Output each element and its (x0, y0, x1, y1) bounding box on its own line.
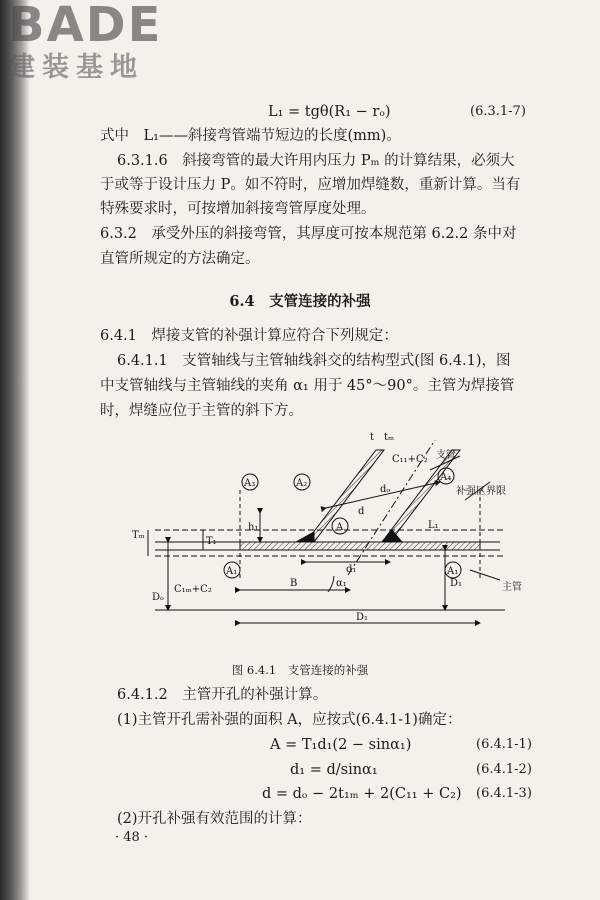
label-A1-left: A₁ (226, 566, 238, 577)
label-A2: A₂ (296, 478, 308, 489)
watermark-subtitle: 建装基地 (8, 52, 144, 83)
page-number: · 48 · (115, 830, 149, 845)
weld-right (382, 530, 402, 542)
label-c: C₁₁+C₂ (392, 454, 428, 465)
figure-caption: 图 6.4.1 支管连接的补强 (231, 663, 369, 677)
main-pipe-wall (240, 542, 480, 550)
label-boundary: 补强区界限 (456, 486, 506, 497)
watermark-brand: BADE (8, 0, 163, 53)
figure-branch-reinforcement (130, 430, 530, 655)
text-line: (2)开孔补强有效范围的计算： (117, 811, 312, 827)
text-line: 式中 L₁——斜接弯管端节短边的长度(mm)。 (100, 128, 401, 144)
label-t: t (370, 432, 375, 443)
label-A1-right: A₁ (447, 566, 459, 577)
label-L1: L₁ (428, 520, 439, 531)
label-A: A (336, 522, 344, 533)
label-tb: tₘ (384, 432, 395, 443)
text-line: 于或等于设计压力 P。如不符时，应增加焊缝数，重新计算。当有 (100, 177, 521, 193)
equation-number: (6.4.1-1) (476, 737, 532, 752)
equation-number: (6.4.1-2) (476, 762, 532, 777)
label-B: B (290, 578, 298, 589)
label-do: dₒ (380, 484, 391, 495)
text-line: 直管所规定的方法确定。 (100, 251, 260, 267)
text-line: 6.4.1.2 主管开孔的补强计算。 (117, 687, 328, 703)
label-Tb: Tₘ (132, 530, 145, 541)
equation-lf: L₁ = tgθ(R₁ − rₒ) (268, 104, 391, 120)
text-line: 中支管轴线与主管轴线的夹角 α₁ 用于 45°～90°。主管为焊接管 (100, 378, 515, 394)
equation-3: d = dₒ − 2t₁ₘ + 2(C₁₁ + C₂) (262, 786, 462, 802)
section-heading: 6.4 支管连接的补强 (229, 293, 371, 310)
text-line: 6.3.2 承受外压的斜接弯管，其厚度可按本规范第 6.2.2 条中对 (100, 226, 517, 242)
label-branch: 支管 (436, 450, 456, 461)
label-alpha: α₁ (336, 578, 347, 589)
equation-2: d₁ = d/sinα₁ (290, 762, 378, 778)
equation-1: A = T₁d₁(2 − sinα₁) (270, 737, 412, 753)
label-d1: d₁ (346, 564, 357, 575)
weld-left (296, 532, 314, 542)
equation-number: (6.3.1-7) (470, 104, 526, 119)
label-d: d (358, 506, 365, 517)
label-A3: A₃ (244, 478, 256, 489)
label-A4: A₄ (440, 472, 452, 483)
label-T1: T₁ (206, 536, 217, 547)
book-spine-shadow (0, 0, 30, 900)
text-line: 6.4.1.1 支管轴线与主管轴线斜交的结构型式(图 6.4.1)，图 (117, 353, 511, 369)
text-line: 6.3.1.6 斜接弯管的最大许用内压力 Pₘ 的计算结果，必须大 (117, 153, 515, 169)
equation-number: (6.4.1-3) (476, 786, 532, 801)
label-C: C₁ₘ+C₂ (174, 584, 212, 595)
label-main: 主管 (502, 582, 522, 593)
label-Dr: D₁ (356, 612, 369, 623)
watermark-logo (8, 0, 178, 90)
label-h1: h₁ (248, 522, 259, 533)
label-Do: Dₒ (152, 592, 164, 603)
label-D1: D₁ (450, 578, 463, 589)
text-line: 特殊要求时，可按增加斜接弯管厚度处理。 (100, 201, 376, 217)
text-line: 时，焊缝应位于主管的斜下方。 (100, 403, 303, 419)
main-leader (470, 570, 500, 580)
text-line: (1)主管开孔需补强的面积 A，应按式(6.4.1-1)确定： (117, 712, 462, 728)
branch-wall-left (306, 450, 384, 542)
text-line: 6.4.1 焊接支管的补强计算应符合下列规定： (100, 328, 398, 344)
